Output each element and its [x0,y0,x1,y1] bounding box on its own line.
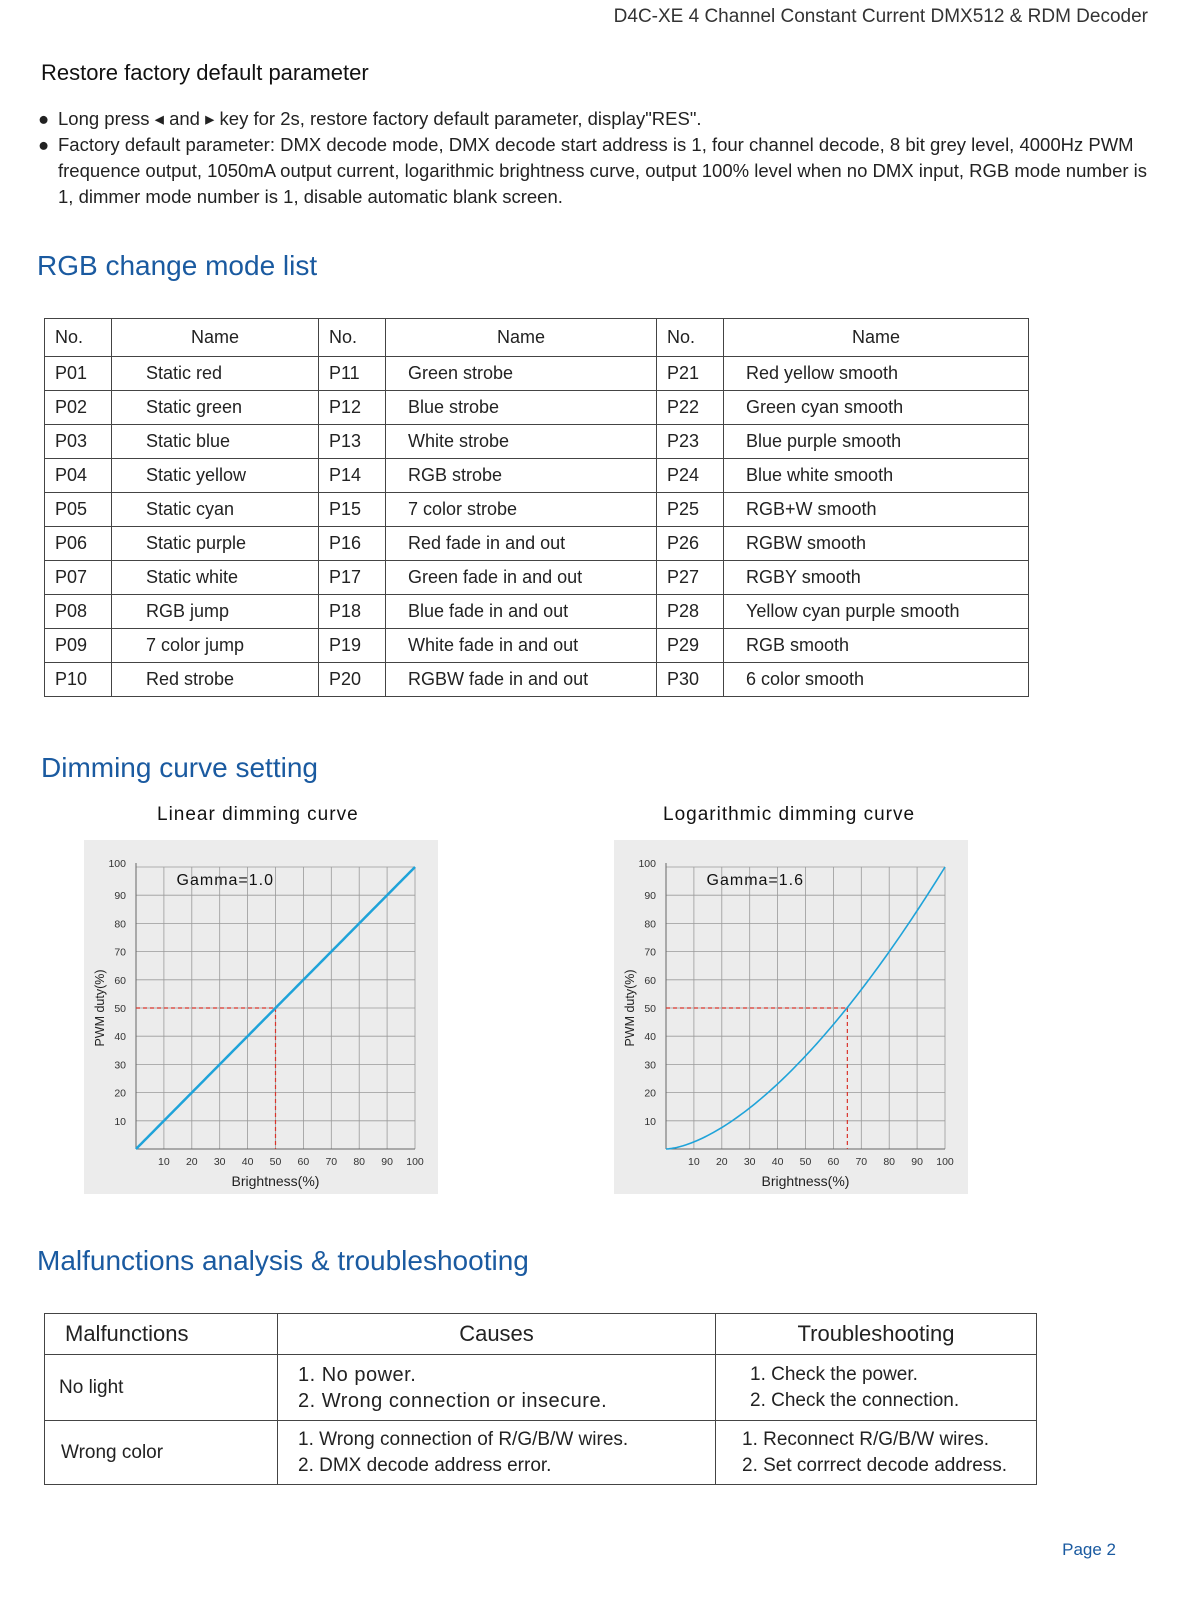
rgb-mode-table [44,318,1029,697]
mode-number-cell: P15 [319,493,386,527]
mode-number-cell: P28 [657,595,724,629]
y-tick-label: 90 [114,890,126,903]
y-tick-label: 50 [114,1003,126,1015]
col-header-name: Name [724,319,1029,357]
y-tick-label: 20 [644,1087,656,1100]
col-header-no: No. [45,319,112,357]
mode-name-cell: RGBW smooth [724,527,1029,561]
mode-name-cell: Green strobe [386,357,657,391]
causes-cell: 1. Wrong connection of R/G/B/W wires. 2. DMX decode address error. [278,1421,716,1485]
mode-number-cell: P13 [319,425,386,459]
mode-number-cell: P02 [45,391,112,425]
mode-name-cell: Static green [112,391,319,425]
table-row [45,663,1029,697]
col-header-causes: Causes [278,1314,716,1355]
x-tick-label: 50 [799,1156,812,1168]
causes-cell: 1. No power. 2. Wrong connection or insecure. [278,1355,716,1421]
x-tick-label: 50 [269,1156,282,1168]
troubleshooting-table [44,1313,1037,1485]
linear-chart [84,840,438,1194]
mode-number-cell: P22 [657,391,724,425]
gamma-annotation: Gamma=1.6 [706,872,805,890]
dimming-title: Dimming curve setting [41,752,318,783]
mode-number-cell: P24 [657,459,724,493]
mode-name-cell: Static cyan [112,493,319,527]
log-chart-title: Logarithmic dimming curve [663,804,916,825]
mode-number-cell: P16 [319,527,386,561]
x-tick-label: 100 [936,1156,954,1168]
y-tick-label: 70 [644,946,656,959]
x-axis-label: Brightness(%) [231,1173,320,1189]
malfunction-cell: Wrong color [45,1421,278,1485]
col-header-no: No. [319,319,386,357]
linear-chart-title: Linear dimming curve [157,804,359,825]
mode-number-cell: P19 [319,629,386,663]
bullet-icon: ● [38,134,50,155]
y-tick-label: 60 [114,974,126,987]
x-tick-label: 60 [297,1156,310,1168]
mode-name-cell: Red yellow smooth [724,357,1029,391]
mode-number-cell: P10 [45,663,112,697]
mode-number-cell: P14 [319,459,386,493]
x-tick-label: 90 [911,1156,923,1168]
mode-number-cell: P27 [657,561,724,595]
col-header-troubleshooting: Troubleshooting [716,1314,1037,1355]
mode-number-cell: P12 [319,391,386,425]
bullet-item: ● Long press ◂ and ▸ key for 2s, restore factory default parameter, display"RES". [38,106,1148,132]
x-tick-label: 40 [241,1156,254,1168]
x-tick-label: 40 [771,1156,784,1168]
y-axis-label: PWM duty(%) [93,969,107,1047]
table-header-row [45,319,1029,357]
table-row [45,459,1029,493]
table-row [45,527,1029,561]
y-tick-label: 100 [638,858,656,870]
mode-number-cell: P01 [45,357,112,391]
mode-name-cell: Static white [112,561,319,595]
x-tick-label: 10 [688,1156,700,1168]
table-row [45,357,1029,391]
mode-name-cell: RGB jump [112,595,319,629]
bullet-icon: ● [38,108,50,129]
table-row [45,1355,1037,1421]
x-tick-label: 80 [353,1156,366,1168]
table-row [45,561,1029,595]
rgb-mode-title: RGB change mode list [37,250,318,281]
mode-number-cell: P25 [657,493,724,527]
x-axis-label: Brightness(%) [761,1173,850,1189]
table-header-row [45,1314,1037,1355]
y-tick-label: 10 [644,1115,656,1128]
table-row [45,595,1029,629]
y-tick-label: 80 [644,918,656,931]
mode-name-cell: Green fade in and out [386,561,657,595]
page-number: Page 2 [1062,1540,1116,1559]
mode-name-cell: RGBY smooth [724,561,1029,595]
mode-name-cell: Blue white smooth [724,459,1029,493]
mode-name-cell: White strobe [386,425,657,459]
y-tick-label: 70 [114,946,126,959]
mode-name-cell: 7 color jump [112,629,319,663]
mode-name-cell: RGB+W smooth [724,493,1029,527]
x-tick-label: 20 [185,1156,198,1168]
mode-name-cell: Static purple [112,527,319,561]
y-tick-label: 40 [114,1031,126,1044]
col-header-no: No. [657,319,724,357]
log-chart [614,840,968,1194]
mode-number-cell: P05 [45,493,112,527]
mode-number-cell: P23 [657,425,724,459]
mode-number-cell: P26 [657,527,724,561]
mode-number-cell: P08 [45,595,112,629]
mode-name-cell: Yellow cyan purple smooth [724,595,1029,629]
y-tick-label: 90 [644,890,656,903]
y-tick-label: 40 [644,1031,656,1044]
troubleshooting-title: Malfunctions analysis & troubleshooting [37,1245,529,1276]
table-row [45,1421,1037,1485]
malfunction-cell: No light [45,1355,278,1421]
mode-number-cell: P11 [319,357,386,391]
y-tick-label: 10 [114,1115,126,1128]
mode-number-cell: P29 [657,629,724,663]
x-tick-label: 60 [827,1156,840,1168]
y-tick-label: 50 [644,1003,656,1015]
mode-name-cell: Red strobe [112,663,319,697]
mode-number-cell: P21 [657,357,724,391]
y-tick-label: 80 [114,918,126,931]
table-row [45,629,1029,663]
col-header-name: Name [112,319,319,357]
x-tick-label: 10 [158,1156,170,1168]
mode-name-cell: Static yellow [112,459,319,493]
fix-cell: 1. Check the power. 2. Check the connection. [716,1355,1037,1421]
restore-title: Restore factory default parameter [41,60,369,85]
y-tick-label: 20 [114,1087,126,1100]
mode-name-cell: 7 color strobe [386,493,657,527]
mode-number-cell: P20 [319,663,386,697]
mode-name-cell: RGBW fade in and out [386,663,657,697]
mode-number-cell: P18 [319,595,386,629]
table-row [45,391,1029,425]
mode-name-cell: White fade in and out [386,629,657,663]
x-tick-label: 100 [406,1156,424,1168]
mode-number-cell: P04 [45,459,112,493]
y-tick-label: 60 [644,974,656,987]
table-row [45,425,1029,459]
table-row [45,493,1029,527]
mode-name-cell: Blue strobe [386,391,657,425]
col-header-name: Name [386,319,657,357]
log-chart-svg [614,840,968,1194]
y-axis-label: PWM duty(%) [623,969,637,1047]
x-tick-label: 20 [715,1156,728,1168]
mode-name-cell: Green cyan smooth [724,391,1029,425]
y-tick-label: 100 [108,858,126,870]
x-tick-label: 30 [213,1156,226,1168]
mode-name-cell: Blue fade in and out [386,595,657,629]
x-tick-label: 70 [855,1156,868,1168]
y-tick-label: 30 [644,1059,656,1072]
mode-number-cell: P03 [45,425,112,459]
bullet-item: ● Factory default parameter: DMX decode mode, DMX decode start address is 1, four channel decode, 8 bit grey level, 4000Hz PWM frequence output, 1050mA output current, logarithmic brightness curve, output 100% level when no DMX input, RGB mode number is 1, dimmer mode number is 1, disable automatic blank screen. [38,134,1148,207]
mode-number-cell: P09 [45,629,112,663]
fix-cell: 1. Reconnect R/G/B/W wires. 2. Set corrrect decode address. [716,1421,1037,1485]
mode-number-cell: P17 [319,561,386,595]
mode-name-cell: Blue purple smooth [724,425,1029,459]
mode-name-cell: RGB smooth [724,629,1029,663]
mode-number-cell: P07 [45,561,112,595]
mode-name-cell: Static blue [112,425,319,459]
mode-name-cell: Red fade in and out [386,527,657,561]
x-tick-label: 70 [325,1156,338,1168]
mode-name-cell: RGB strobe [386,459,657,493]
linear-chart-svg [84,840,438,1194]
restore-bullets [38,106,1148,210]
col-header-malfunctions: Malfunctions [45,1314,278,1355]
x-tick-label: 30 [743,1156,756,1168]
mode-name-cell: Static red [112,357,319,391]
y-tick-label: 30 [114,1059,126,1072]
mode-number-cell: P30 [657,663,724,697]
x-tick-label: 80 [883,1156,896,1168]
mode-number-cell: P06 [45,527,112,561]
x-tick-label: 90 [381,1156,393,1168]
document-header: D4C-XE 4 Channel Constant Current DMX512 & RDM Decoder [613,6,1148,27]
mode-name-cell: 6 color smooth [724,663,1029,697]
gamma-annotation: Gamma=1.0 [176,872,275,890]
